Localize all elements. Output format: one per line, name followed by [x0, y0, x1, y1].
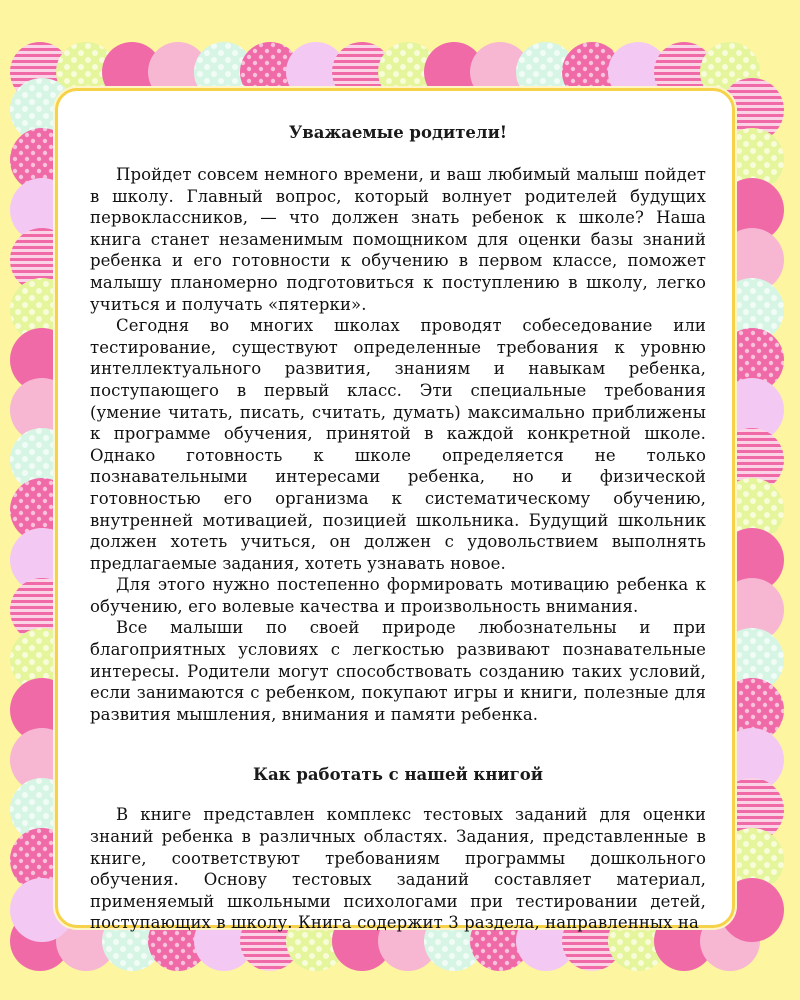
paragraph: В книге представлен комплекс тестовых заданий для оценки знаний ребенка в различных областях. Задания, представленные в книге, соответствуют требованиям программы дошкольного обучения. Основу тестовых заданий составляет материал, применяемый школьными психологами при тестировании детей, поступающих в школу. Книга содержит 3 раздела, направленных на: [90, 805, 706, 933]
text-card: [55, 88, 735, 933]
heading-dear-parents: Уважаемые родители!: [288, 123, 508, 142]
paragraph: Пройдет совсем немного времени, и ваш любимый малыш пойдет в школу. Главный вопрос, который волнует родителей будущих первоклассников, — что должен знать ребенок к школе? Наша книга станет незаменимым помощником для оценки базы знаний ребенка и его готовности к обучению в первом классе, поможет малышу планомерно подготовиться к поступлению в школу, легко учиться и получать «пятерки».: [90, 165, 706, 314]
paragraph: Сегодня во многих школах проводят собеседование или тестирование, существуют определенные требования к уровню интеллектуального развития, знаниям и навыкам ребенка, поступающего в первый класс. Эти специальные требования (умение читать, писать, считать, думать) максимально приближены к программе обучения, принятой в каждой конкретной школе. Однако готовность к школе определяется не только познавательными интересами ребенка, но и физической готовностью его организма к систематическому обучению, внутренней мотивацией, позицией школьника. Будущий школьник должен хотеть учиться, он должен с удовольствием выполнять предлагаемые задания, хотеть узнавать новое.: [90, 316, 706, 573]
paragraph: Все малыши по своей природе любознательны и при благоприятных условиях с легкостью развивают познавательные интересы. Родители могут способствовать созданию таких условий, если занимаются с ребенком, покупают игры и книги, полезные для развития мышления, внимания и памяти ребенка.: [90, 618, 706, 724]
heading-how-to-use: Как работать с нашей книгой: [252, 765, 544, 785]
paragraph: Для этого нужно постепенно формировать мотивацию ребенка к обучению, его волевые качества и произвольность внимания.: [90, 575, 706, 616]
